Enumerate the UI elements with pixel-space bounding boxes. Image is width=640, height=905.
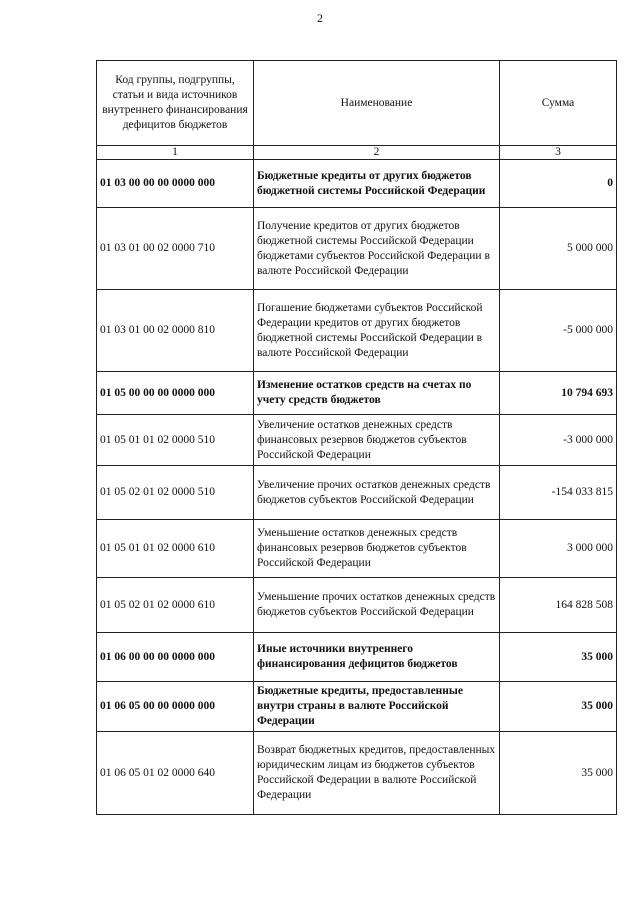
row-code: 01 03 00 00 00 0000 000	[97, 160, 254, 208]
page-number: 2	[317, 11, 323, 25]
table-row	[97, 682, 617, 732]
table-row	[97, 290, 617, 372]
row-code: 01 03 01 00 02 0000 710	[97, 208, 254, 290]
row-sum: 35 000	[500, 732, 617, 815]
row-name: Иные источники внутреннего финансирования дефицитов бюджетов	[254, 633, 500, 682]
header-name: Наименование	[254, 61, 500, 146]
row-sum: 3 000 000	[500, 520, 617, 578]
table-row	[97, 732, 617, 815]
row-sum: 10 794 693	[500, 372, 617, 415]
table-row	[97, 520, 617, 578]
row-code: 01 05 02 01 02 0000 510	[97, 466, 254, 520]
row-sum: -154 033 815	[500, 466, 617, 520]
row-sum: 0	[500, 160, 617, 208]
row-name: Возврат бюджетных кредитов, предоставленных юридическим лицам из бюджетов субъектов Российской Федерации в валюте Российской Федерации	[254, 732, 500, 815]
header-row	[97, 61, 617, 146]
table-row	[97, 372, 617, 415]
table-row	[97, 415, 617, 466]
row-code: 01 06 00 00 00 0000 000	[97, 633, 254, 682]
table-row	[97, 578, 617, 633]
column-number: 2	[254, 146, 500, 160]
row-code: 01 06 05 00 00 0000 000	[97, 682, 254, 732]
column-number: 3	[500, 146, 617, 160]
table-row	[97, 160, 617, 208]
row-name: Увеличение остатков денежных средств финансовых резервов бюджетов субъектов Российской Федерации	[254, 415, 500, 466]
row-name: Получение кредитов от других бюджетов бюджетной системы Российской Федерации бюджетами субъектов Российской Федерации в валюте Российской Федерации	[254, 208, 500, 290]
column-number-row	[97, 146, 617, 160]
row-name: Уменьшение остатков денежных средств финансовых резервов бюджетов субъектов Российской Федерации	[254, 520, 500, 578]
row-sum: 5 000 000	[500, 208, 617, 290]
row-sum: 35 000	[500, 633, 617, 682]
row-name: Погашение бюджетами субъектов Российской Федерации кредитов от других бюджетов бюджетной системы Российской Федерации в валюте Российской Федерации	[254, 290, 500, 372]
row-name: Изменение остатков средств на счетах по учету средств бюджетов	[254, 372, 500, 415]
row-sum: -5 000 000	[500, 290, 617, 372]
row-sum: -3 000 000	[500, 415, 617, 466]
row-name: Бюджетные кредиты от других бюджетов бюджетной системы Российской Федерации	[254, 160, 500, 208]
row-name: Уменьшение прочих остатков денежных средств бюджетов субъектов Российской Федерации	[254, 578, 500, 633]
table-row	[97, 466, 617, 520]
row-code: 01 05 01 01 02 0000 510	[97, 415, 254, 466]
row-name: Увеличение прочих остатков денежных средств бюджетов субъектов Российской Федерации	[254, 466, 500, 520]
budget-sources-table	[96, 60, 617, 815]
column-number: 1	[97, 146, 254, 160]
row-name: Бюджетные кредиты, предоставленные внутри страны в валюте Российской Федерации	[254, 682, 500, 732]
row-code: 01 03 01 00 02 0000 810	[97, 290, 254, 372]
header-sum: Сумма	[500, 61, 617, 146]
row-code: 01 06 05 01 02 0000 640	[97, 732, 254, 815]
row-code: 01 05 02 01 02 0000 610	[97, 578, 254, 633]
row-sum: 164 828 508	[500, 578, 617, 633]
table-row	[97, 633, 617, 682]
header-code: Код группы, подгруппы, статьи и вида источников внутреннего финансирования дефицитов бюджетов	[97, 61, 254, 146]
row-sum: 35 000	[500, 682, 617, 732]
row-code: 01 05 01 01 02 0000 610	[97, 520, 254, 578]
table-row	[97, 208, 617, 290]
row-code: 01 05 00 00 00 0000 000	[97, 372, 254, 415]
